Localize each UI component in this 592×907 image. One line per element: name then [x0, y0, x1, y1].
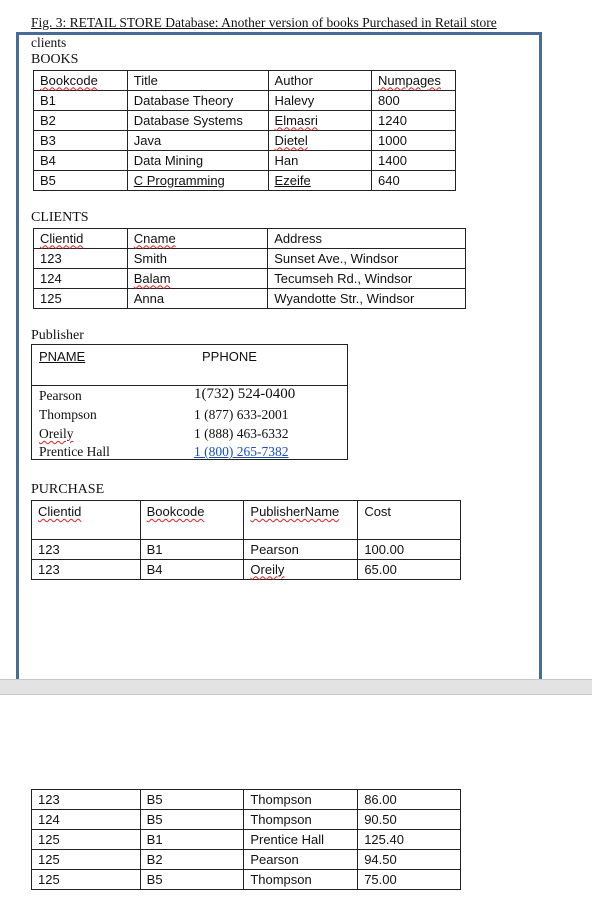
- books-table: [33, 70, 456, 191]
- publisher-table: [31, 344, 348, 460]
- column-header: [140, 501, 244, 540]
- table-cell: Anna: [127, 289, 267, 309]
- table-cell: 125: [32, 850, 141, 870]
- column-header: [32, 501, 141, 540]
- table-cell: B5: [140, 790, 244, 810]
- cell-text: Balam: [133, 270, 171, 286]
- table-row: [32, 830, 461, 850]
- link-text[interactable]: 1 (800) 265-7382: [194, 444, 289, 459]
- cell-text: Ezeife: [274, 172, 311, 188]
- table-row: [34, 171, 456, 191]
- table-cell: Data Mining: [127, 151, 268, 171]
- table-cell: Smith: [127, 249, 267, 269]
- table-cell: [268, 131, 372, 151]
- table-cell: 1240: [372, 111, 456, 131]
- table-cell: 1(732) 524-0400: [194, 386, 296, 402]
- table-cell: Pearson: [244, 850, 358, 870]
- table-cell: B3: [34, 131, 128, 151]
- caption-line2: clients: [31, 35, 67, 50]
- cell-text: C Programming: [133, 172, 225, 188]
- table-cell: Prentice Hall: [244, 830, 358, 850]
- table-cell: [127, 171, 268, 191]
- column-header: [244, 501, 358, 540]
- table-cell: B4: [34, 151, 128, 171]
- table-cell: [244, 560, 358, 580]
- table-cell: 123: [32, 540, 141, 560]
- table-cell: 75.00: [358, 870, 461, 890]
- table-cell: Thompson: [244, 790, 358, 810]
- column-header: [268, 71, 372, 91]
- table-row: [34, 111, 456, 131]
- table-cell: B5: [140, 810, 244, 830]
- table-header-row: [34, 229, 466, 249]
- column-header: [127, 229, 267, 249]
- purchase-table: [31, 500, 461, 580]
- table-cell: [268, 171, 372, 191]
- table-cell: 123: [32, 560, 141, 580]
- table-cell: 125.40: [358, 830, 461, 850]
- table-cell: 125: [32, 830, 141, 850]
- table-cell: Wyandotte Str., Windsor: [268, 289, 466, 309]
- table-row: [32, 850, 461, 870]
- column-header: [358, 501, 461, 540]
- table-cell: Prentice Hall: [39, 444, 110, 459]
- table-cell: [268, 111, 372, 131]
- purchase-table-continued: [31, 789, 461, 890]
- table-row: [32, 790, 461, 810]
- table-row: [32, 540, 461, 560]
- table-cell: 94.50: [358, 850, 461, 870]
- table-cell: 125: [32, 870, 141, 890]
- caption-title: Fig. 3: RETAIL STORE Database: Another version of books Purchased in Retail store: [31, 15, 497, 30]
- table-cell: [39, 426, 74, 442]
- table-cell: 90.50: [358, 810, 461, 830]
- table-row: [34, 269, 466, 289]
- clients-table: [33, 228, 466, 309]
- header-label: Author: [274, 72, 313, 88]
- column-header: [34, 229, 128, 249]
- table-cell: 86.00: [358, 790, 461, 810]
- table-cell: 65.00: [358, 560, 461, 580]
- table-cell: B1: [140, 540, 244, 560]
- table-cell: 125: [34, 289, 128, 309]
- table-cell: B5: [34, 171, 128, 191]
- table-cell: B5: [140, 870, 244, 890]
- table-cell: Pearson: [39, 388, 82, 403]
- clients-heading: CLIENTS: [31, 210, 89, 225]
- table-cell: Halevy: [268, 91, 372, 111]
- table-cell: 124: [34, 269, 128, 289]
- cell-text: Dietel: [274, 132, 308, 148]
- column-header: [127, 71, 268, 91]
- cell-text: Elmasri: [274, 112, 318, 128]
- cell-text: Oreily: [39, 426, 74, 441]
- table-cell: 640: [372, 171, 456, 191]
- header-label: Clientid: [40, 230, 84, 246]
- table-cell: 800: [372, 91, 456, 111]
- table-cell: B2: [140, 850, 244, 870]
- table-cell: Tecumseh Rd., Windsor: [268, 269, 466, 289]
- cell-text: Oreily: [250, 561, 285, 577]
- table-header-row: [32, 501, 461, 540]
- table-cell: B1: [140, 830, 244, 850]
- table-cell: Han: [268, 151, 372, 171]
- table-cell: 1400: [372, 151, 456, 171]
- figure-caption: [31, 14, 497, 31]
- header-divider: [32, 385, 347, 386]
- header-label: Cost: [364, 504, 392, 519]
- header-label: PublisherName: [250, 504, 340, 519]
- table-row: [34, 131, 456, 151]
- table-cell: Sunset Ave., Windsor: [268, 249, 466, 269]
- column-header: [34, 71, 128, 91]
- table-cell: [127, 269, 267, 289]
- column-header: [268, 229, 466, 249]
- column-header: PPHONE: [202, 349, 257, 364]
- page-break: [0, 679, 592, 695]
- table-cell: 123: [34, 249, 128, 269]
- table-header-row: [34, 71, 456, 91]
- header-label: Cname: [133, 230, 176, 246]
- column-header: [39, 349, 85, 364]
- table-cell: Database Theory: [127, 91, 268, 111]
- header-label: Clientid: [38, 504, 82, 519]
- table-row: [34, 151, 456, 171]
- table-row: [34, 289, 466, 309]
- table-cell: 124: [32, 810, 141, 830]
- column-header: [372, 71, 456, 91]
- table-row: [34, 91, 456, 111]
- table-cell: 1000: [372, 131, 456, 151]
- table-row: [32, 810, 461, 830]
- table-cell: B1: [34, 91, 128, 111]
- table-cell: 123: [32, 790, 141, 810]
- publisher-heading: Publisher: [31, 328, 84, 343]
- books-heading: BOOKS: [31, 52, 79, 67]
- table-row: [32, 560, 461, 580]
- table-cell: Thompson: [244, 810, 358, 830]
- header-label: PNAME: [39, 349, 86, 364]
- table-cell: Thompson: [39, 407, 97, 422]
- table-cell: B4: [140, 560, 244, 580]
- table-row: [34, 249, 466, 269]
- table-cell: B2: [34, 111, 128, 131]
- table-cell: Pearson: [244, 540, 358, 560]
- header-label: Title: [133, 72, 158, 88]
- table-cell: Java: [127, 131, 268, 151]
- table-cell: Database Systems: [127, 111, 268, 131]
- purchase-heading: PURCHASE: [31, 482, 105, 497]
- table-row: [32, 870, 461, 890]
- table-cell: 1 (877) 633-2001: [194, 407, 289, 422]
- header-label: Numpages: [378, 72, 441, 88]
- header-label: Address: [274, 230, 322, 246]
- table-cell: Thompson: [244, 870, 358, 890]
- header-label: Bookcode: [146, 504, 205, 519]
- table-cell: 1 (888) 463-6332: [194, 426, 289, 441]
- table-cell: 100.00: [358, 540, 461, 560]
- phone-link[interactable]: [194, 444, 289, 460]
- header-label: Bookcode: [40, 72, 98, 88]
